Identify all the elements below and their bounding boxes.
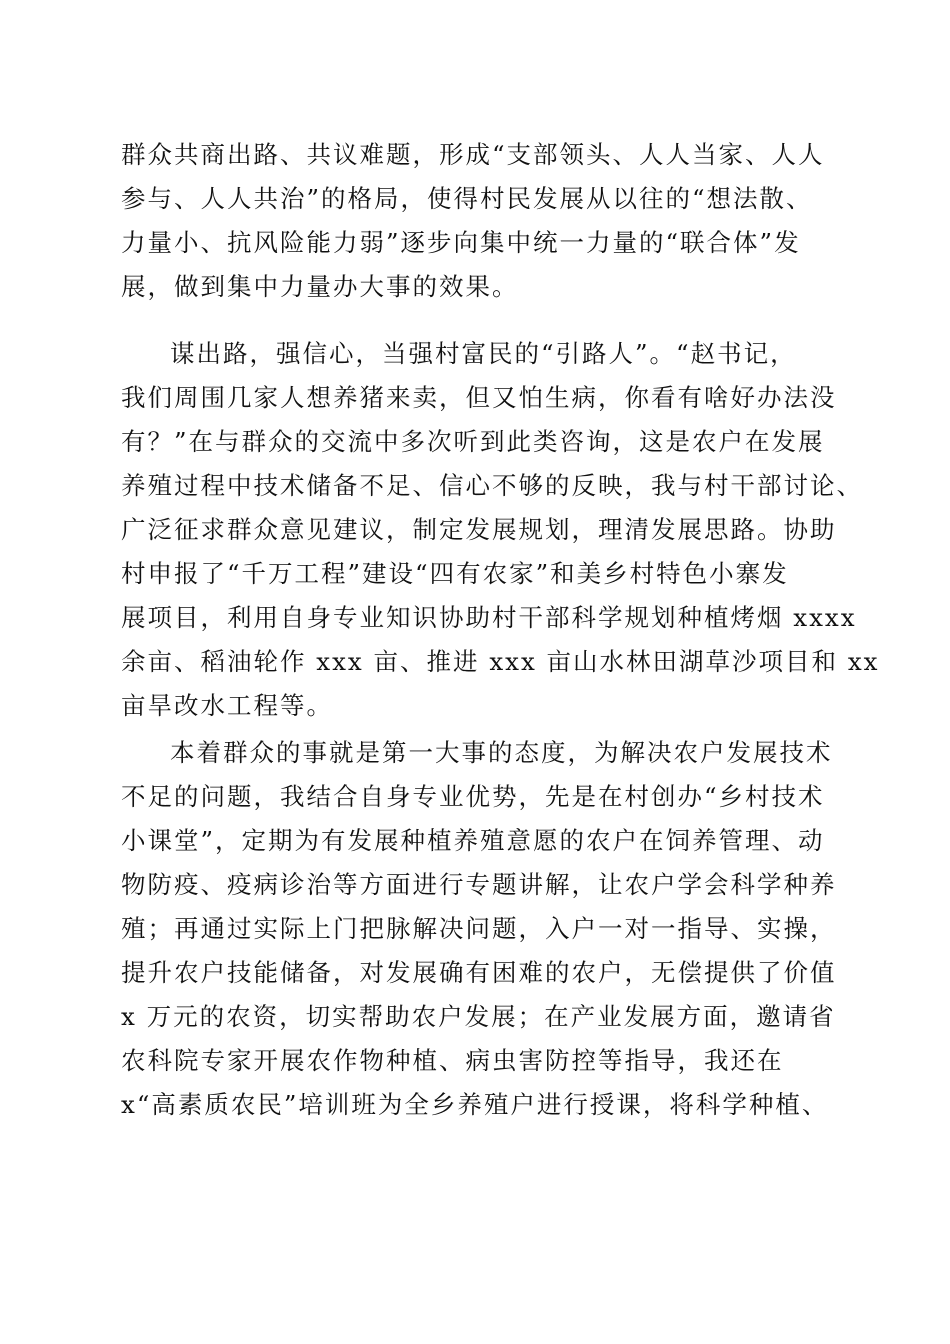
text-line: 有？”在与群众的交流中多次听到此类咨询，这是农户在发展: [121, 427, 825, 456]
text-line: 余亩、稻油轮作 xxx 亩、推进 xxx 亩山水林田湖草沙项目和 xx: [121, 647, 880, 676]
text-line: 广泛征求群众意见建议，制定发展规划，理清发展思路。协助: [121, 515, 837, 544]
text-line: x“高素质农民”培训班为全乡养殖户进行授课，将科学种植、: [121, 1090, 829, 1119]
text-line: 农科院专家开展农作物种植、病虫害防控等指导，我还在: [121, 1046, 784, 1075]
text-line: 群众共商出路、共议难题，形成“支部领头、人人当家、人人: [121, 140, 825, 169]
text-line: 参与、人人共治”的格局，使得村民发展从以往的“想法散、: [121, 184, 813, 213]
text-line: x 万元的农资，切实帮助农户发展；在产业发展方面，邀请省: [121, 1002, 836, 1031]
text-line: 展项目，利用自身专业知识协助村干部科学规划种植烤烟 xxxx: [121, 603, 857, 632]
text-line: 力量小、抗风险能力弱”逐步向集中统一力量的“联合体”发: [121, 228, 801, 257]
text-line: 展，做到集中力量办大事的效果。: [121, 272, 519, 301]
text-line: 小课堂”，定期为有发展种植养殖意愿的农户在饲养管理、动: [121, 826, 825, 855]
text-line: 提升农户技能储备，对发展确有困难的农户，无偿提供了价值: [121, 958, 837, 987]
text-line: 殖；再通过实际上门把脉解决问题，入户一对一指导、实操，: [121, 914, 837, 943]
paragraph-first-line: 谋出路，强信心，当强村富民的“引路人”。“赵书记，: [170, 339, 797, 368]
text-line: 村申报了“千万工程”建设“四有农家”和美乡村特色小寨发: [121, 559, 789, 588]
text-line: 我们周围几家人想养猪来卖，但又怕生病，你看有啥好办法没: [121, 383, 837, 412]
paragraph-first-line: 本着群众的事就是第一大事的态度，为解决农户发展技术: [170, 738, 833, 767]
text-line: 物防疫、疫病诊治等方面进行专题讲解，让农户学会科学种养: [121, 870, 837, 899]
text-line: 养殖过程中技术储备不足、信心不够的反映，我与村干部讨论、: [121, 471, 863, 500]
text-line: 亩旱改水工程等。: [121, 691, 333, 720]
text-line: 不足的问题，我结合自身专业优势，先是在村创办“乡村技术: [121, 782, 825, 811]
